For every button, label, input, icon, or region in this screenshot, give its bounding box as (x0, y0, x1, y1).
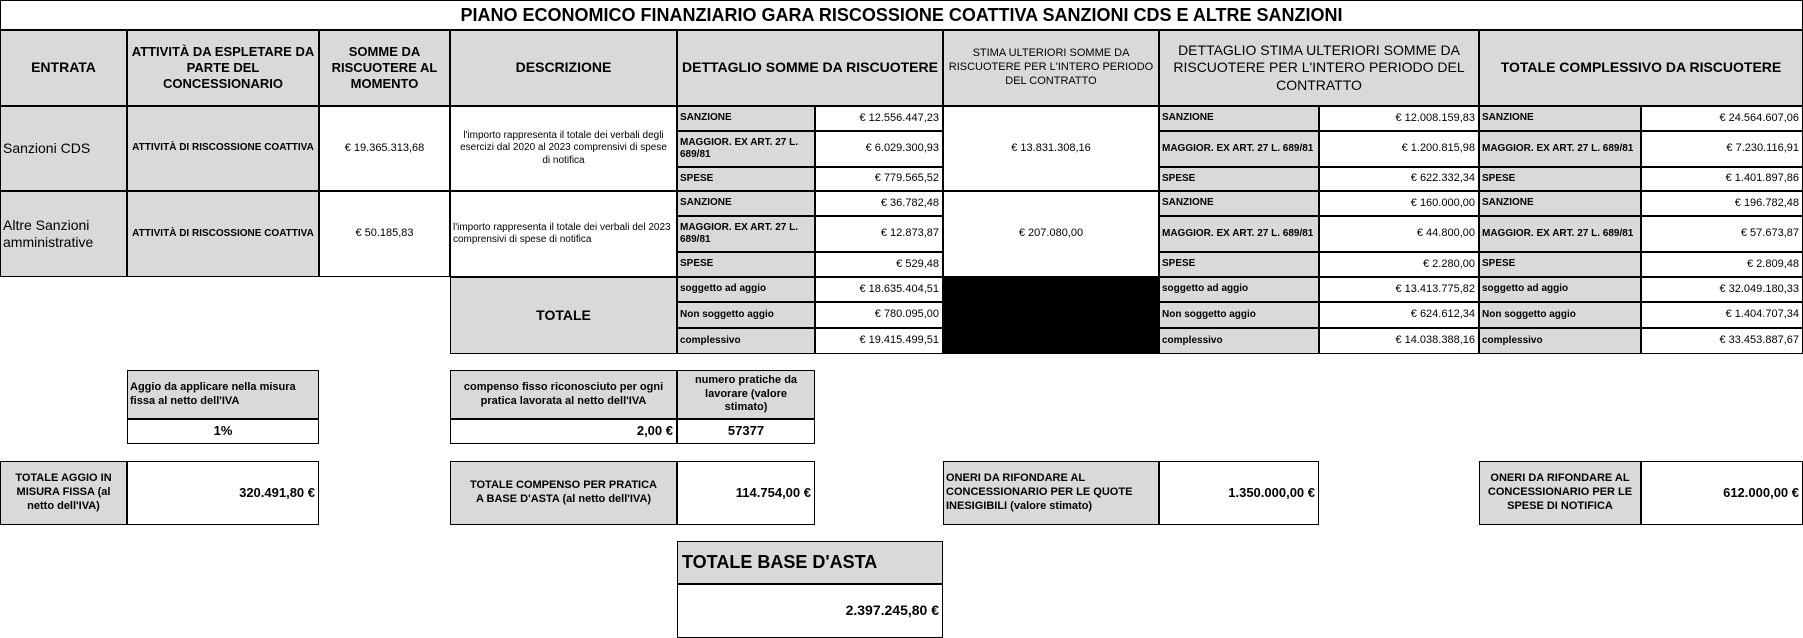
label-sanzione: SANZIONE (1159, 106, 1319, 131)
redacted-block (943, 277, 1159, 354)
label-complessivo: complessivo (1159, 328, 1319, 354)
header-attivita: ATTIVITÀ DA ESPLETARE DA PARTE DEL CONCESSIONARIO (127, 30, 319, 106)
value-cell: € 33.453.887,67 (1641, 328, 1803, 354)
value-cell: € 196.782,48 (1641, 191, 1803, 216)
row-entrata: Sanzioni CDS (0, 106, 127, 191)
label-sanzione: SANZIONE (677, 191, 815, 216)
row-somme: € 19.365.313,68 (319, 106, 450, 191)
value-cell: € 14.038.388,16 (1319, 328, 1479, 354)
value-cell: € 2.280,00 (1319, 252, 1479, 277)
label-complessivo: complessivo (677, 328, 815, 354)
value-cell: € 622.332,34 (1319, 167, 1479, 191)
oneri-notifica-label: ONERI DA RIFONDARE AL CONCESSIONARIO PER LE SPESE DI NOTIFICA (1479, 461, 1641, 525)
value-cell: € 6.029.300,93 (815, 131, 943, 167)
label-spese: SPESE (1479, 167, 1641, 191)
row-somme: € 50.185,83 (319, 191, 450, 277)
label-maggior: MAGGIOR. EX ART. 27 L. 689/81 (677, 131, 815, 167)
page-title: PIANO ECONOMICO FINANZIARIO GARA RISCOSSIONE COATTIVA SANZIONI CDS E ALTRE SANZIONI (0, 0, 1803, 30)
value-cell: € 7.230.116,91 (1641, 131, 1803, 167)
header-stima: STIMA ULTERIORI SOMME DA RISCUOTERE PER L'INTERO PERIODO DEL CONTRATTO (943, 30, 1159, 106)
value-cell: € 24.564.607,06 (1641, 106, 1803, 131)
label-spese: SPESE (677, 167, 815, 191)
header-dettaglio: DETTAGLIO SOMME DA RISCUOTERE (677, 30, 943, 106)
totale-compenso-value: 114.754,00 € (677, 461, 815, 525)
value-cell: € 1.404.707,34 (1641, 302, 1803, 328)
label-sanzione: SANZIONE (1479, 191, 1641, 216)
value-cell: € 32.049.180,33 (1641, 277, 1803, 302)
label-spese: SPESE (1159, 252, 1319, 277)
label-maggior: MAGGIOR. EX ART. 27 L. 689/81 (1159, 216, 1319, 252)
base-asta-value: 2.397.245,80 € (677, 584, 943, 638)
label-maggior: MAGGIOR. EX ART. 27 L. 689/81 (1159, 131, 1319, 167)
row-attivita: ATTIVITÀ DI RISCOSSIONE COATTIVA (127, 106, 319, 191)
label-soggetto: soggetto ad aggio (677, 277, 815, 302)
label-complessivo: complessivo (1479, 328, 1641, 354)
value-cell: € 36.782,48 (815, 191, 943, 216)
label-spese: SPESE (1479, 252, 1641, 277)
row-entrata: Altre Sanzioni amministrative (0, 191, 127, 277)
oneri-notifica-value: 612.000,00 € (1641, 461, 1803, 525)
totale-aggio-label: TOTALE AGGIO IN MISURA FISSA (al netto dell'IVA) (0, 461, 127, 525)
row-stima: € 13.831.308,16 (943, 106, 1159, 191)
value-cell: € 780.095,00 (815, 302, 943, 328)
totale-aggio-value: 320.491,80 € (127, 461, 319, 525)
aggio-label: Aggio da applicare nella misura fissa al netto dell'IVA (127, 370, 319, 419)
label-maggior: MAGGIOR. EX ART. 27 L. 689/81 (1479, 216, 1641, 252)
label-spese: SPESE (677, 252, 815, 277)
header-dettaglio-stima: DETTAGLIO STIMA ULTERIORI SOMME DA RISCUOTERE PER L'INTERO PERIODO DEL CONTRATTO (1159, 30, 1479, 106)
row-stima: € 207.080,00 (943, 191, 1159, 277)
value-cell: € 13.413.775,82 (1319, 277, 1479, 302)
totale-compenso-label: TOTALE COMPENSO PER PRATICA A BASE D'ASTA (al netto dell'IVA) (450, 461, 677, 525)
row-descrizione: l'importo rappresenta il totale dei verbali del 2023 comprensivi di spese di notifica (450, 191, 677, 277)
label-spese: SPESE (1159, 167, 1319, 191)
row-descrizione: l'importo rappresenta il totale dei verbali degli esercizi dal 2020 al 2023 comprensivi di spese di notifica (450, 106, 677, 191)
value-cell: € 624.612,34 (1319, 302, 1479, 328)
value-cell: € 779.565,52 (815, 167, 943, 191)
value-cell: € 12.008.159,83 (1319, 106, 1479, 131)
value-cell: € 529,48 (815, 252, 943, 277)
header-entrata: ENTRATA (0, 30, 127, 106)
value-cell: € 1.401.897,86 (1641, 167, 1803, 191)
compenso-value: 2,00 € (450, 419, 677, 444)
label-sanzione: SANZIONE (1159, 191, 1319, 216)
value-cell: € 44.800,00 (1319, 216, 1479, 252)
label-non-soggetto: Non soggetto aggio (677, 302, 815, 328)
label-sanzione: SANZIONE (677, 106, 815, 131)
value-cell: € 2.809,48 (1641, 252, 1803, 277)
row-attivita: ATTIVITÀ DI RISCOSSIONE COATTIVA (127, 191, 319, 277)
header-descrizione: DESCRIZIONE (450, 30, 677, 106)
header-totale-complessivo: TOTALE COMPLESSIVO DA RISCUOTERE (1479, 30, 1803, 106)
pratiche-value: 57377 (677, 419, 815, 444)
label-soggetto: soggetto ad aggio (1159, 277, 1319, 302)
label-soggetto: soggetto ad aggio (1479, 277, 1641, 302)
label-non-soggetto: Non soggetto aggio (1159, 302, 1319, 328)
base-asta-label: TOTALE BASE D'ASTA (677, 541, 943, 584)
value-cell: € 19.415.499,51 (815, 328, 943, 354)
label-non-soggetto: Non soggetto aggio (1479, 302, 1641, 328)
value-cell: € 12.556.447,23 (815, 106, 943, 131)
value-cell: € 160.000,00 (1319, 191, 1479, 216)
label-sanzione: SANZIONE (1479, 106, 1641, 131)
label-maggior: MAGGIOR. EX ART. 27 L. 689/81 (1479, 131, 1641, 167)
label-maggior: MAGGIOR. EX ART. 27 L. 689/81 (677, 216, 815, 252)
header-somme: SOMME DA RISCUOTERE AL MOMENTO (319, 30, 450, 106)
totale-label: TOTALE (450, 277, 677, 354)
value-cell: € 57.673,87 (1641, 216, 1803, 252)
oneri-quote-value: 1.350.000,00 € (1159, 461, 1319, 525)
pratiche-label: numero pratiche da lavorare (valore stimato) (677, 370, 815, 419)
compenso-label: compenso fisso riconosciuto per ogni pratica lavorata al netto dell'IVA (450, 370, 677, 419)
value-cell: € 12.873,87 (815, 216, 943, 252)
oneri-quote-label: ONERI DA RIFONDARE AL CONCESSIONARIO PER LE QUOTE INESIGIBILI (valore stimato) (943, 461, 1159, 525)
aggio-value: 1% (127, 419, 319, 444)
value-cell: € 1.200.815,98 (1319, 131, 1479, 167)
value-cell: € 18.635.404,51 (815, 277, 943, 302)
